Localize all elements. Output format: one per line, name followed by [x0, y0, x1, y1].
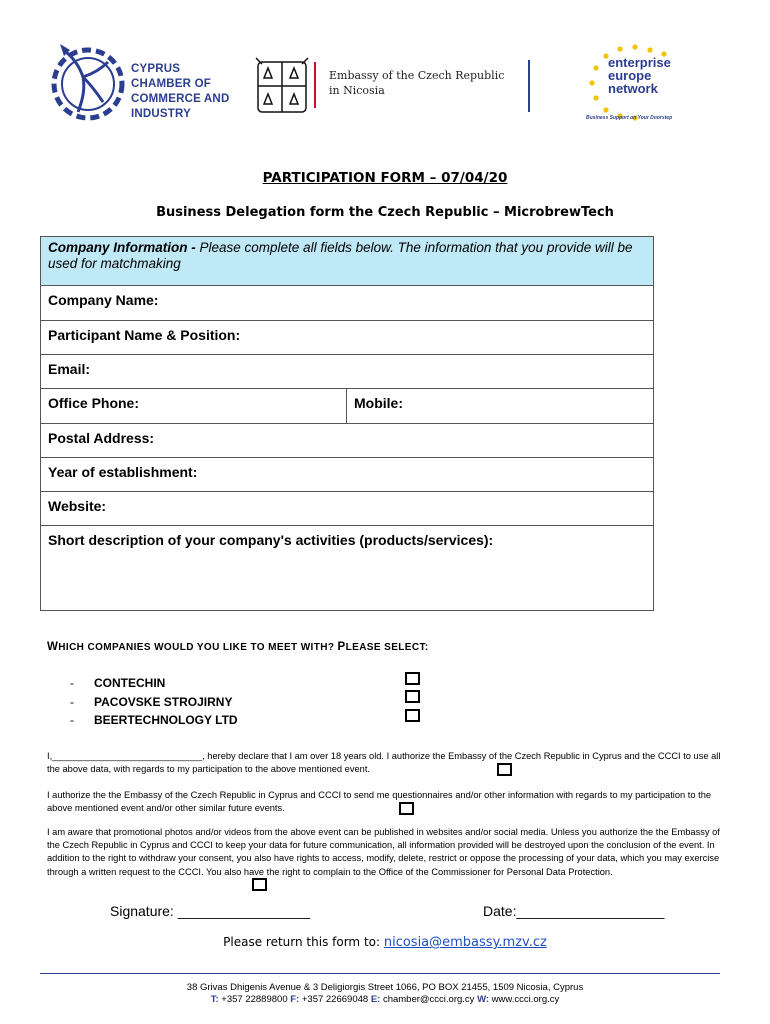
een-tagline: Business Support on Your Doorstep — [586, 115, 673, 121]
form-subtitle: Business Delegation form the Czech Republic – MicrobrewTech — [156, 205, 614, 220]
consent-questionnaire-checkbox[interactable] — [399, 802, 414, 815]
list-item: - PACOVSKE STROJIRNY — [70, 694, 233, 709]
signature-line[interactable]: Signature: _________________ — [110, 903, 311, 919]
participant-label: Participant Name & Position: — [48, 327, 241, 343]
companies-heading: WHICH COMPANIES WOULD YOU LIKE TO MEET WITH? PLEASE SELECT: — [47, 641, 429, 653]
footer-contacts: T: +357 22889800 F: +357 22669048 E: chamber@ccci.org.cy W: www.ccci.org.cy — [210, 994, 560, 1005]
email-field[interactable] — [40, 355, 654, 389]
form-title: PARTICIPATION FORM – 07/04/20 — [262, 170, 508, 186]
website-label: Website: — [48, 498, 107, 514]
email-label: Email: — [48, 361, 91, 377]
date-line[interactable]: Date:___________________ — [483, 903, 665, 919]
declaration-media: I am aware that promotional photos and/or videos from the above event can be published in websites and/or social media. Unless you authorize the the Embassy of the Czech Republic in Cyprus and CCCI to keep your data for future communication, all information provided will be destroyed upon the conclusion of the event. In addition to the right to withdraw your consent, you also have rights to access, modify, delete, restrict or oppose the processing of your data, which you may exercise through a written request to the CCCI. You also have the right to complain to the Office of the Commissioner for Personal Data Protection. — [47, 827, 720, 877]
postal-address-field[interactable] — [40, 424, 654, 458]
declaration-questionnaires: I authorize the the Embassy of the Czech Republic in Cyprus and CCCI to send me questionnaires and/or other information with regards to my participation to the above mentioned event and/or other similar future events. — [47, 790, 712, 814]
footer-divider — [40, 973, 720, 974]
company-name-label: Company Name: — [48, 292, 159, 308]
embassy-divider-right — [528, 60, 530, 112]
office-phone-label: Office Phone: — [48, 395, 140, 411]
info-text: Please complete all fields below. The information that you provide will be used for matchmaking — [48, 240, 633, 271]
company-info-banner — [40, 236, 654, 286]
participant-field[interactable] — [40, 321, 654, 355]
consent-media-checkbox[interactable] — [252, 878, 267, 891]
beertechnology-checkbox[interactable] — [405, 709, 420, 722]
return-instructions: Please return this form to: nicosia@embassy.mzv.cz — [223, 935, 547, 950]
mobile-field[interactable] — [346, 389, 654, 424]
embassy-name: Embassy of the Czech Republic in Nicosia — [329, 69, 505, 97]
declaration-age: I,_____________________________, hereby declare that I am over 18 years old. I authorize the Embassy of the Czech Republic in Cyprus and the CCCI to use all the above data, with regards to my participation to the above mentioned event. — [47, 751, 721, 775]
list-item: - BEERTECHNOLOGY LTD — [70, 713, 238, 727]
pacovske-checkbox[interactable] — [405, 690, 420, 703]
een-name: enterprise europe network — [608, 55, 671, 96]
consent-data-checkbox[interactable] — [497, 763, 512, 776]
company-name-field[interactable] — [40, 286, 654, 321]
footer-address: 38 Grivas Dhigenis Avenue & 3 Deligiorgis Street 1066, PO BOX 21455, 1509 Nicosia, Cyprus — [186, 982, 584, 993]
year-label: Year of establishment: — [48, 464, 198, 480]
office-phone-field[interactable] — [40, 389, 347, 424]
mobile-label: Mobile: — [354, 395, 403, 411]
return-email-link[interactable]: nicosia@embassy.mzv.cz — [383, 935, 547, 950]
contechin-checkbox[interactable] — [405, 672, 420, 685]
postal-address-label: Postal Address: — [48, 430, 155, 446]
info-heading: Company Information - — [48, 240, 196, 255]
year-field[interactable] — [40, 458, 654, 492]
czech-coat-of-arms-icon — [252, 56, 312, 116]
ccci-name: CYPRUS CHAMBER OF COMMERCE AND INDUSTRY — [131, 63, 230, 120]
description-label: Short description of your company's activities (products/services): — [48, 532, 494, 548]
companies-list — [70, 674, 238, 730]
description-field[interactable] — [40, 526, 654, 611]
website-field[interactable] — [40, 492, 654, 526]
embassy-divider-left — [314, 62, 316, 108]
list-item: - CONTECHIN — [70, 676, 166, 690]
